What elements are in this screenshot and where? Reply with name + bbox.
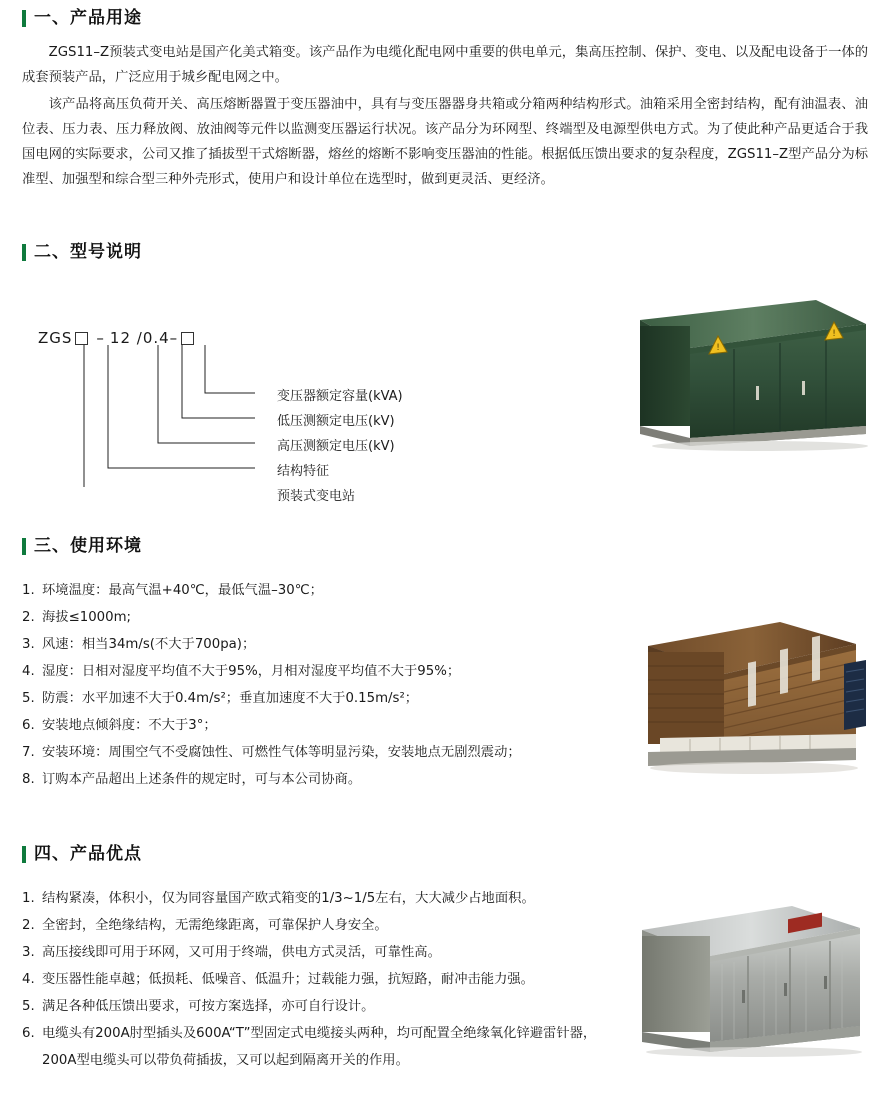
- list-item: [22, 739, 632, 766]
- list-item-number: 4.: [22, 972, 35, 987]
- list-item: [22, 604, 632, 631]
- section-title: 一、产品用途: [34, 8, 142, 28]
- list-item-text: 环境温度：最高气温+40℃，最低气温–30℃；: [42, 583, 323, 598]
- list-item-number: 5.: [22, 999, 35, 1014]
- list-item: [22, 658, 632, 685]
- list-item-text: 订购本产品超出上述条件的规定时，可与本公司协商。: [42, 772, 362, 787]
- section-product-use: [22, 10, 868, 205]
- leader-label-hv-voltage: 高压测额定电压(kV): [277, 439, 395, 454]
- section-heading: [22, 244, 868, 261]
- leader-label-lv-voltage: 低压测额定电压(kV): [277, 414, 395, 429]
- heading-accent-bar: [22, 846, 26, 863]
- leader-label-structure: 结构特征: [277, 464, 330, 479]
- list-item: [22, 685, 632, 712]
- list-item: [22, 766, 632, 793]
- heading-accent-bar: [22, 538, 26, 555]
- list-item-number: 4.: [22, 664, 35, 679]
- list-item: [22, 885, 622, 912]
- list-item-text: 满足各种低压馈出要求，可按方案选择，亦可自行设计。: [42, 999, 375, 1014]
- advantages-list: [22, 885, 622, 1074]
- list-item-text: 电缆头有200A肘型插头及600A“T”型固定式电缆接头两种，均可配置全绝缘氧化锌避雷针器，200A型电缆头可以带负荷插拔，又可以起到隔离开关的作用。: [42, 1026, 597, 1068]
- section-heading: [22, 538, 868, 555]
- list-item-number: 8.: [22, 772, 35, 787]
- model-mid: 12 /0.4–: [109, 329, 179, 347]
- list-item: [22, 1020, 622, 1074]
- list-item-text: 结构紧凑，体积小，仅为同容量国产欧式箱变的1/3~1/5左右，大大减少占地面积。: [42, 891, 535, 906]
- list-item-text: 风速：相当34m/s(不大于700pa)；: [42, 637, 256, 652]
- list-item-text: 防震：水平加速不大于0.4m/s²；垂直加速度不大于0.15m/s²；: [42, 691, 419, 706]
- list-item-number: 2.: [22, 610, 35, 625]
- paragraph: 该产品将高压负荷开关、高压熔断器置于变压器油中，具有与变压器器身共箱或分箱两种结构形式。油箱采用全密封结构，配有油温表、油位表、压力表、压力释放阀、放油阀等元件以监测变压器运行状况。该产品分为环网型、终端型及电源型供电方式。为了使此种产品更适合于我国电网的实际要求，公司又推了插拔型干式熔断器，熔丝的熔断不影响变压器油的性能。根据低压馈出要求的复杂程度，ZGS11–Z型产品分为标准型、加强型和综合型三种外壳形式，使用户和设计单位在选型时，做到更灵活、更经济。: [22, 96, 868, 187]
- list-item-number: 6.: [22, 1026, 35, 1041]
- svg-text:!: !: [832, 329, 836, 339]
- list-item-number: 2.: [22, 918, 35, 933]
- image-wood-station: [630, 600, 866, 780]
- list-item: [22, 939, 622, 966]
- model-dash-1: –: [96, 329, 105, 347]
- section-title: 三、使用环境: [34, 536, 142, 556]
- heading-accent-bar: [22, 244, 26, 261]
- list-item-number: 3.: [22, 637, 35, 652]
- paragraph: ZGS11–Z预装式变电站是国产化美式箱变。该产品作为电缆化配电网中重要的供电单元，集高压控制、保护、变电、以及配电设备于一体的成套预装产品，广泛应用于城乡配电网之中。: [22, 45, 868, 86]
- section-title: 四、产品优点: [34, 844, 142, 864]
- list-item-text: 海拔≤1000m;: [42, 610, 132, 625]
- list-item-number: 5.: [22, 691, 35, 706]
- list-item: [22, 631, 632, 658]
- heading-accent-bar: [22, 10, 26, 27]
- list-item-number: 1.: [22, 891, 35, 906]
- list-item: [22, 712, 632, 739]
- list-item: [22, 577, 632, 604]
- list-item-text: 全密封，全绝缘结构，无需绝缘距离，可靠保护人身安全。: [42, 918, 388, 933]
- list-item-number: 6.: [22, 718, 35, 733]
- leader-label-capacity: 变压器额定容量(kVA): [277, 389, 403, 404]
- section-title: 二、型号说明: [34, 242, 142, 262]
- list-item-number: 7.: [22, 745, 35, 760]
- leader-lines: [22, 287, 502, 487]
- environment-list: [22, 577, 632, 793]
- list-item: [22, 993, 622, 1020]
- list-item: [22, 966, 622, 993]
- list-item-number: 1.: [22, 583, 35, 598]
- list-item-text: 高压接线即可用于环网，又可用于终端，供电方式灵活，可靠性高。: [42, 945, 441, 960]
- list-item-text: 安装地点倾斜度：不大于3°；: [42, 718, 217, 733]
- section-heading: [22, 846, 868, 863]
- list-item-text: 变压器性能卓越；低损耗、低噪音、低温升；过载能力强，抗短路，耐冲击能力强。: [42, 972, 534, 987]
- model-prefix: ZGS: [38, 329, 73, 347]
- leader-label-substation: 预装式变电站: [277, 489, 356, 504]
- svg-text:!: !: [716, 343, 720, 353]
- list-item-number: 3.: [22, 945, 35, 960]
- image-steel-station: [630, 890, 868, 1060]
- list-item-text: 安装环境：周围空气不受腐蚀性、可燃性气体等明显污染，安装地点无剧烈震动；: [42, 745, 521, 760]
- list-item-text: 湿度：日相对湿度平均值不大于95%，月相对湿度平均值不大于95%；: [42, 664, 461, 679]
- section-heading: [22, 10, 868, 27]
- list-item: [22, 912, 622, 939]
- image-green-station: [630, 286, 868, 452]
